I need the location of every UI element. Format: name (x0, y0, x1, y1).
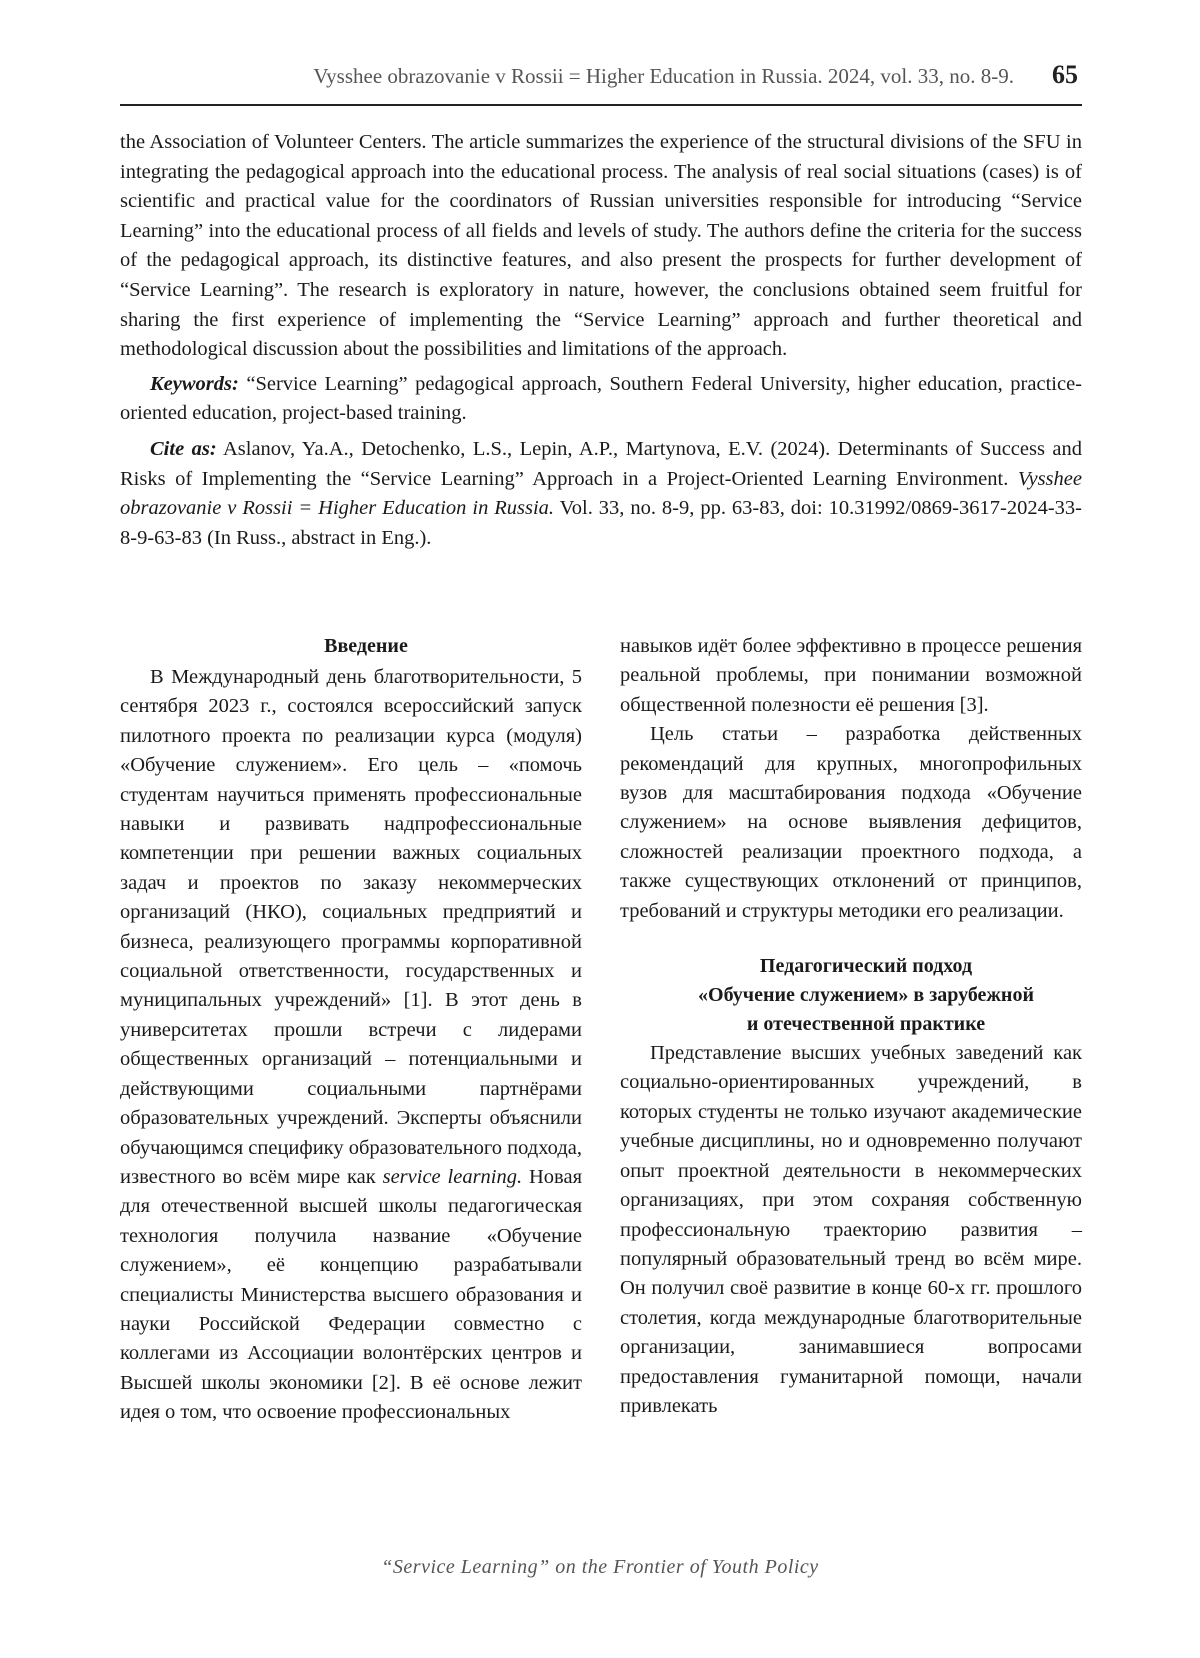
section-title-line-1: Педагогический подход (759, 955, 973, 978)
continuation-paragraph: навыков идёт более эффективно в процессе решения реальной проблемы, при понимании возможной общественной полезности её решения [3]. (620, 635, 1082, 716)
intro-paragraph (120, 663, 582, 1428)
practice-paragraph: Представление высших учебных заведений как социально-ориентированных учреждений, в которых студенты не только изучают академические учебные дисциплины, но и одновременно получают опыт проектной деятельности в некоммерческих организациях, при этом сохраняя собственную профессиональную траекторию развития – популярный образовательный тренд во всём мире. Он получил своё развитие в конце 60-х гг. прошлого столетия, когда международные благотворительные организации, занимавшиеся вопросами предоставления гуманитарной помощи, начали привлекать (620, 1042, 1082, 1417)
page-number: 65 (1052, 60, 1078, 89)
section-title-introduction: Введение (324, 635, 408, 657)
header-journal-title: Vysshee obrazovanie v Rossii = Higher Education in Russia. 2024, vol. 33, no. 8-9. (313, 64, 1014, 88)
keywords (120, 370, 1082, 429)
right-column (620, 632, 1082, 1421)
intro-term-italic: service learning. (382, 1165, 523, 1188)
running-header (120, 58, 1082, 106)
intro-text-b: Новая для отечественной высшей школы педагогическая технология получила название «Обучение служением», её концепцию разрабатывали специалисты Министерства высшего образования и науки Российской Федерации совместно с коллегами из Ассоциации волонтёрских центров и Высшей школы экономики [2]. В её основе лежит идея о том, что освоение профессиональных (120, 1165, 582, 1424)
section-title-line-3: и отечественной практике (746, 1013, 986, 1036)
running-footer: “Service Learning” on the Frontier of Youth Policy (381, 1556, 819, 1578)
section-title-line-2: «Обучение служением» в зарубежной (698, 984, 1034, 1007)
keywords-text: “Service Learning” pedagogical approach, Southern Federal University, higher education, practice-oriented education, project-based training. (120, 372, 1082, 425)
goal-paragraph: Цель статьи – разработка действенных рекомендаций для крупных, многопрофильных вузов для масштабирования подхода «Обучение служением» на основе выявления дефицитов, сложностей реализации проектного подхода, а также существующих отклонений от принципов, требований и структуры методики его реализации. (620, 723, 1082, 922)
cite-journal: Vysshee obrazovanie v Rossii = Higher Education in Russia. (120, 467, 1082, 520)
abstract-text: the Association of Volunteer Centers. The article summarizes the experience of the structural divisions of the SFU in integrating the pedagogical approach into the educational process. The analysis of real social situations (cases) is of scientific and practical value for the coordinators of Russian universities responsible for introducing “Service Learning” into the educational process of all fields and levels of study. The authors define the criteria for the success of the pedagogical approach, its distinctive features, and also present the prospects for further development of “Service Learning”. The research is exploratory in nature, however, the conclusions obtained seem fruitful for sharing the first experience of implementing the “Service Learning” approach and further theoretical and methodological discussion about the possibilities and limitations of the approach. (120, 131, 1082, 361)
citation (120, 435, 1082, 553)
cite-text-2: Vol. 33, no. 8-9, pp. 63-83, doi: 10.31992/0869-3617-2024-33-8-9-63-83 (In Russ., abstract in Eng.). (120, 497, 1082, 549)
cite-text-1: Aslanov, Ya.A., Detochenko, L.S., Lepin, A.P., Martynova, E.V. (2024). Determinants of Success and Risks of Implementing the “Service Learning” Approach in a Project-Oriented Learning Environment. (120, 437, 1082, 490)
intro-text-a: В Международный день благотворительности, 5 сентября 2023 г., состоялся всероссийский запуск пилотного проекта по реализации курса (модуля) «Обучение служением». Его цель – «помочь студентам научиться применять профессиональные навыки и развивать надпрофессиональные компетенции при решении важных социальных задач и проектов по заказу некоммерческих организаций (НКО), социальных предприятий и бизнеса, реализующего программы корпоративной социальной ответственности, государственных и муниципальных учреждений» [1]. В этот день в университетах прошли встречи с лидерами общественных организаций – потенциальными и действующими социальными партнёрами образовательных учреждений. Эксперты объяснили обучающимся специфику образовательного подхода, известного во всём мире как (120, 666, 582, 1188)
keywords-label: Keywords: (150, 372, 239, 395)
cite-label: Cite as: (150, 437, 217, 460)
abstract-block (120, 128, 1082, 553)
section-gap (620, 926, 1082, 952)
left-column (120, 632, 582, 1428)
